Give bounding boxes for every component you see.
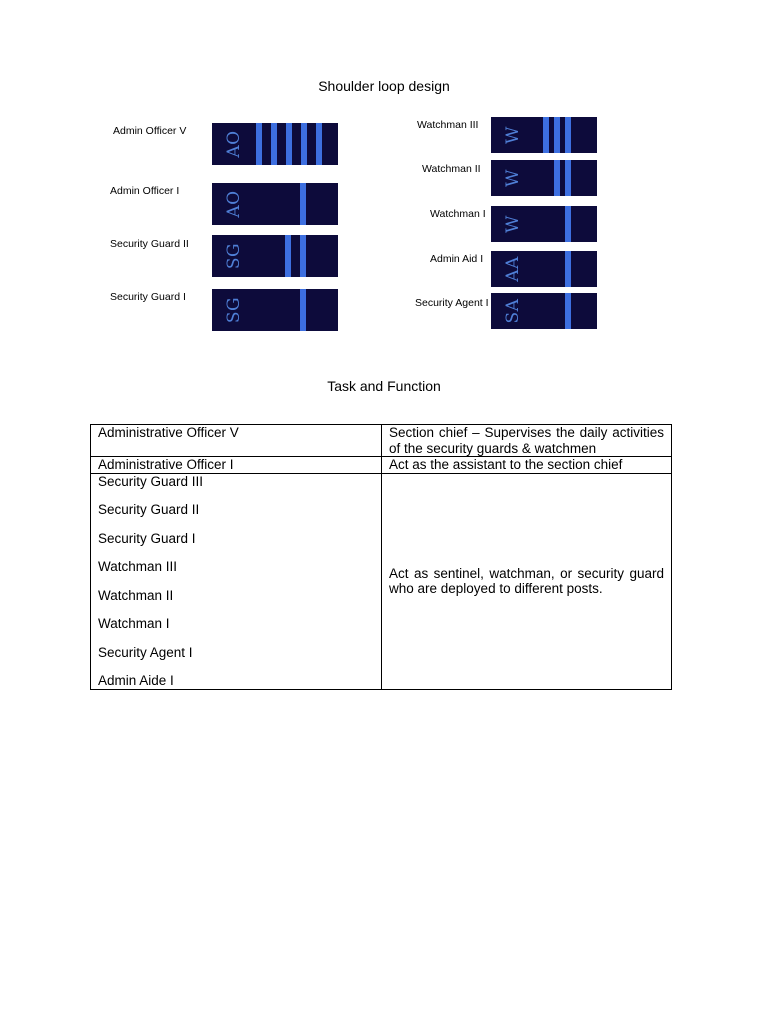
loop-security-guard-ii — [212, 235, 338, 277]
position-list — [98, 474, 374, 689]
loop-security-agent-i — [491, 293, 597, 329]
loop-watchman-ii — [491, 160, 597, 196]
loop-letters: SG — [224, 296, 244, 324]
loop-letters: AO — [224, 130, 244, 158]
list-item: Watchman I — [98, 616, 170, 631]
loop-letters: W — [503, 126, 523, 144]
list-item: Watchman II — [98, 587, 174, 603]
loop-letters: AA — [503, 256, 523, 282]
loop-stripe — [565, 117, 571, 153]
loop-stripe — [316, 123, 322, 165]
loop-stripe — [554, 117, 560, 153]
function-cell: Act as the assistant to the section chief — [382, 457, 672, 474]
loop-stripe — [256, 123, 262, 165]
function-cell: Section chief – Supervises the daily activities of the security guards & watchmen — [382, 425, 672, 457]
loop-stripe — [301, 123, 307, 165]
table-row — [91, 457, 672, 474]
loop-watchman-iii — [491, 117, 597, 153]
function-cell: Act as sentinel, watchman, or security guard who are deployed to different posts. — [382, 473, 672, 689]
loop-label-watchman-ii: Watchman II — [422, 163, 481, 175]
loop-stripe — [286, 123, 292, 165]
loop-stripe — [300, 183, 306, 225]
loop-label-admin-officer-v: Admin Officer V — [113, 125, 187, 137]
shoulder-loop-title: Shoulder loop design — [318, 78, 450, 94]
list-item: Admin Aide I — [98, 673, 174, 688]
loop-letters: SG — [224, 242, 244, 270]
list-item: Security Guard III — [98, 473, 204, 489]
loop-stripe — [565, 293, 571, 329]
loop-label-watchman-i: Watchman I — [430, 208, 486, 220]
loop-admin-officer-i — [212, 183, 338, 225]
loop-stripe — [554, 160, 560, 196]
loop-stripe — [300, 289, 306, 331]
task-function-title: Task and Function — [327, 378, 441, 394]
position-cell: Administrative Officer I — [91, 457, 382, 474]
loop-letters: W — [503, 215, 523, 233]
loop-letters: SA — [503, 298, 523, 324]
loop-stripe — [300, 235, 306, 277]
loop-admin-aid-i — [491, 251, 597, 287]
list-item: Watchman III — [98, 559, 178, 574]
loop-label-watchman-iii: Watchman III — [417, 119, 479, 131]
task-function-table — [90, 424, 672, 690]
loop-letters: AO — [224, 190, 244, 218]
loop-letters: W — [503, 169, 523, 187]
loop-watchman-i — [491, 206, 597, 242]
table-row — [91, 473, 672, 689]
loop-security-guard-i — [212, 289, 338, 331]
loop-stripe — [565, 206, 571, 242]
list-item: Security Agent I — [98, 644, 193, 660]
loop-label-admin-aid-i: Admin Aid I — [430, 253, 484, 265]
loop-stripe — [543, 117, 549, 153]
list-item: Security Guard II — [98, 502, 200, 517]
loop-stripe — [565, 160, 571, 196]
loop-label-security-guard-i: Security Guard I — [110, 291, 186, 303]
loop-stripe — [285, 235, 291, 277]
loop-stripe — [565, 251, 571, 287]
loop-label-security-agent-i: Security Agent I — [415, 297, 489, 309]
table-row — [91, 425, 672, 457]
loop-admin-officer-v — [212, 123, 338, 165]
position-cell: Administrative Officer V — [91, 425, 382, 457]
loop-label-admin-officer-i: Admin Officer I — [110, 185, 180, 197]
list-item: Security Guard I — [98, 530, 196, 546]
loop-label-security-guard-ii: Security Guard II — [110, 238, 189, 250]
loop-stripe — [271, 123, 277, 165]
position-list-cell — [91, 473, 382, 689]
